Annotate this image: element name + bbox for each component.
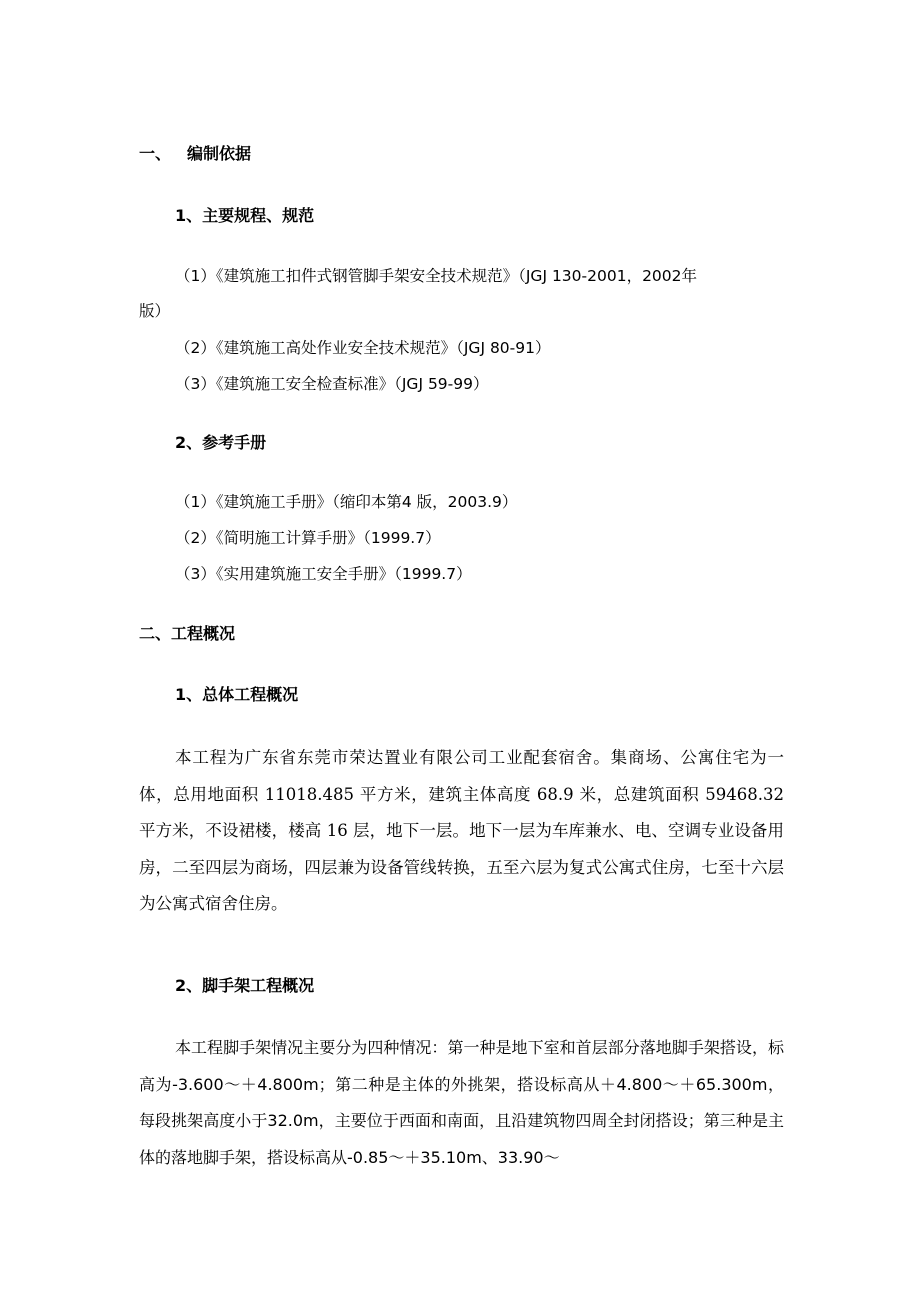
subsection-heading-manuals: 2、参考手册	[175, 433, 267, 452]
section-heading-1	[139, 143, 251, 165]
section-heading-2: 二、工程概况	[139, 624, 236, 643]
section-title: 编制依据	[187, 144, 252, 163]
regulation-item-1-cont: 版）	[139, 302, 171, 320]
section-number: 一、	[139, 144, 172, 163]
subsection-heading-regulations: 1、主要规程、规范	[175, 206, 315, 225]
subsection-heading-scaffold: 2、脚手架工程概况	[175, 976, 315, 995]
subsection-heading-overall: 1、总体工程概况	[175, 685, 299, 704]
scaffold-project-paragraph: 本工程脚手架情况主要分为四种情况：第一种是地下室和首层部分落地脚手架搭设，标高为-3.600～＋4.800m；第二种是主体的外挑架，搭设标高从＋4.800～＋65.300m，每段挑架高度小于32.0m，主要位于西面和南面，且沿建筑物四周全封闭搭设；第三种是主体的落地脚手架，搭设标高从-0.85～＋35.10m、33.90～	[139, 1038, 784, 1167]
overall-project-paragraph: 本工程为广东省东莞市荣达置业有限公司工业配套宿舍。集商场、公寓住宅为一体，总用地面积 11018.485 平方米，建筑主体高度 68.9 米，总建筑面积 59468.32 平方米，不设裙楼，楼高 16 层，地下一层。地下一层为车库兼水、电、空调专业设备用房，二至四层为商场，四层兼为设备管线转换，五至六层为复式公寓式住房，七至十六层为公寓式宿舍住房。	[139, 748, 784, 913]
regulation-item-3: （3）《建筑施工安全检查标准》（JGJ 59-99）	[175, 375, 489, 393]
manual-item-1: （1）《建筑施工手册》（缩印本第4 版，2003.9）	[175, 493, 518, 511]
manual-item-3: （3）《实用建筑施工安全手册》（1999.7）	[175, 565, 472, 583]
manual-item-2: （2）《简明施工计算手册》（1999.7）	[175, 529, 441, 547]
regulation-item-1: （1）《建筑施工扣件式钢管脚手架安全技术规范》（JGJ 130-2001，2002年	[175, 267, 698, 285]
regulation-item-2: （2）《建筑施工高处作业安全技术规范》（JGJ 80-91）	[175, 339, 551, 357]
